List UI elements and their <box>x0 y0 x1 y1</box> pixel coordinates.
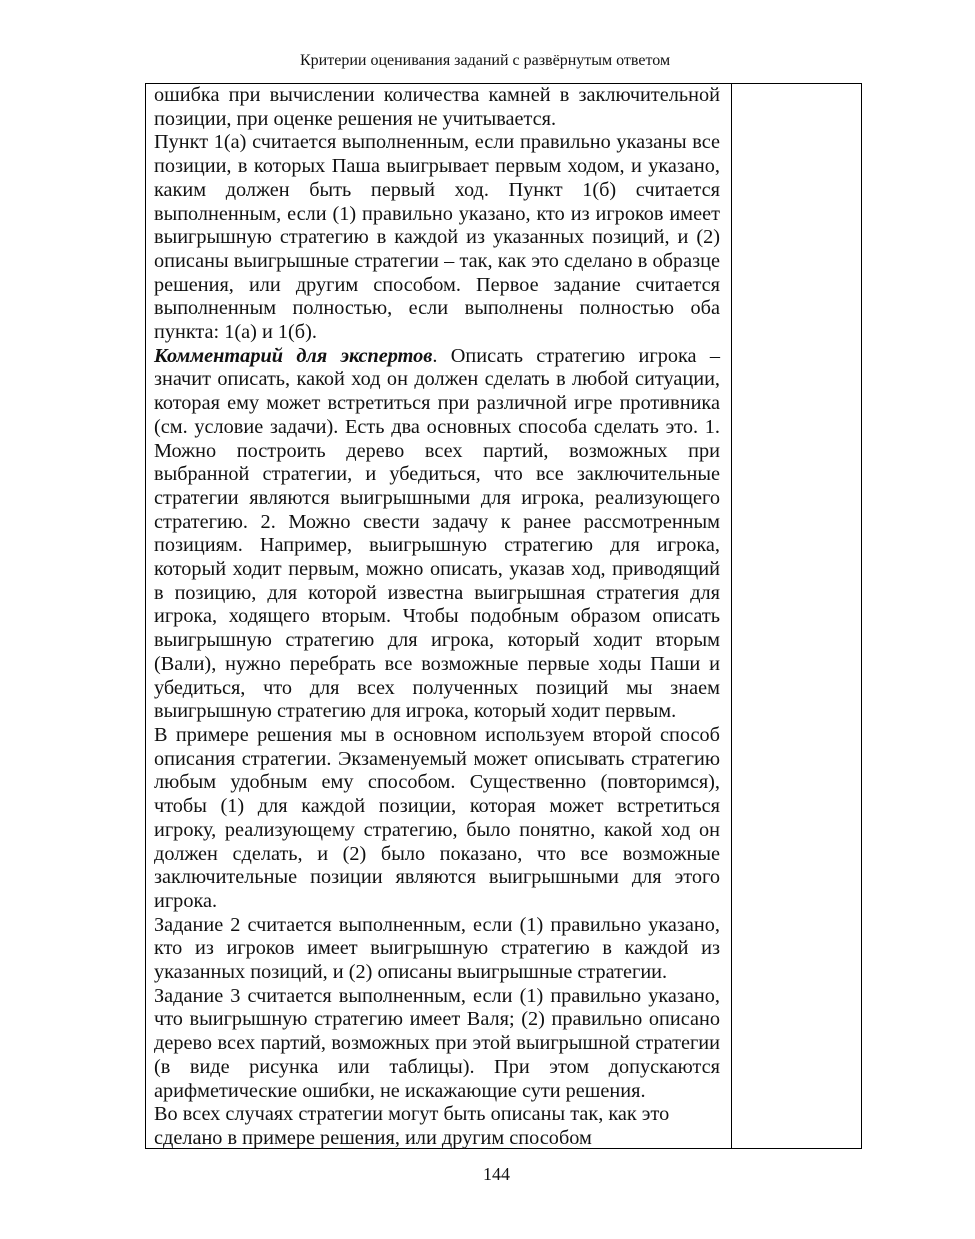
experts-comment-text: . Описать стратегию игрока – значит описать, какой ход он должен сделать в любой ситуации, которая ему может встретиться при различной игре противника (см. условие задачи). Есть два основных способа сделать это. 1. Можно построить дерево всех партий, возможных при выбранной стратегии, и убедиться, что все заключительные стратегии являются выигрышными для игрока, реализующего стратегию. 2. Можно свести задачу к ранее рассмотренным позициям. Например, выигрышную стратегию для игрока, который ходит первым, можно описать, указав ход, приводящий в позицию, для которой известна выигрышная стратегия для игрока, ходящего вторым. Чтобы подобным образом описать выигрышную стратегию для игрока, который ходит вторым (Вали), нужно перебрать все возможные первые ходы Паши и убедиться, что для всех полученных позиций мы знаем выигрышную стратегию для игрока, который ходит первым. <box>154 344 720 723</box>
page-number: 144 <box>483 1164 510 1184</box>
paragraph-2: Пункт 1(а) считается выполненным, если правильно указаны все позиции, в которых Паша выигрывает первым ходом, и указано, каким должен быть первый ход. Пункт 1(б) считается выполненным, если (1) правильно указано, кто из игроков имеет выигрышную стратегию в каждой из указанных позиций, и (2) описаны выигрышные стратегии – так, как это сделано в образце решения, или другим способом. Первое задание считается выполненным полностью, если выполнены полностью оба пункта: 1(а) и 1(б). <box>154 131 720 344</box>
column-divider <box>731 84 732 1148</box>
paragraph-5: Задание 2 считается выполненным, если (1) правильно указано, кто из игроков имеет выигрышную стратегию в каждой из указанных позиций, и (2) описаны выигрышные стратегии. <box>154 913 720 984</box>
paragraph-6: Задание 3 считается выполненным, если (1) правильно указано, что выигрышную стратегию имеет Валя; (2) правильно описано дерево всех партий, возможных при этой выигрышной стратегии (в виде рисунка или таблицы). При этом допускаются арифметические ошибки, не искажающие сути решения. <box>154 984 720 1102</box>
paragraph-1: ошибка при вычислении количества камней в заключительной позиции, при оценке решения не учитывается. <box>154 84 720 130</box>
experts-comment-label: Комментарий для экспертов <box>154 344 433 367</box>
paragraph-4: В примере решения мы в основном используем второй способ описания стратегии. Экзаменуемый может описывать стратегию любым удобным ему способом. Существенно (повторимся), чтобы (1) для каждой позиции, которая может встретиться игроку, реализующему стратегию, было понятно, какой ход он должен сделать, и (2) было показано, что все возможные заключительные позиции являются выигрышными для этого игрока. <box>154 723 720 912</box>
paragraph-3 <box>154 345 720 724</box>
page-header: Критерии оценивания заданий с развёрнутым ответом <box>300 52 671 69</box>
criteria-table <box>145 83 862 1149</box>
paragraph-7: Во всех случаях стратегии могут быть описаны так, как это сделано в примере решения, или другим способом <box>154 1103 670 1149</box>
criteria-text-cell <box>154 84 720 1151</box>
